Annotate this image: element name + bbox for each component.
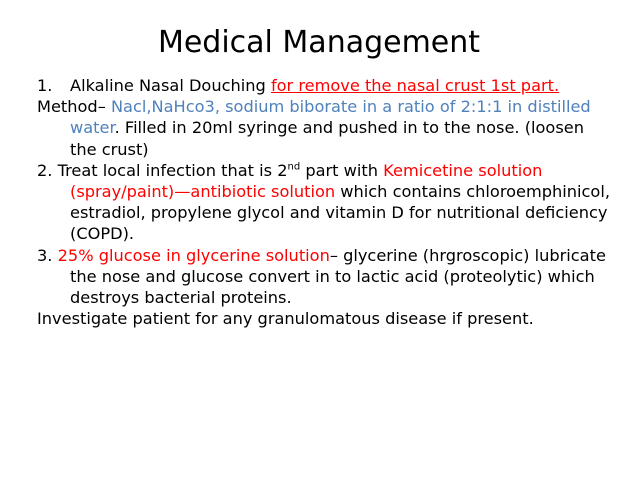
method-paragraph (37, 96, 612, 160)
item-3-rest: – glycerine (hrgroscopic) lubricate the nose and glucose convert in to lactic acid (proteolytic) which destroys bacterial proteins. (70, 245, 606, 308)
item-1-number: 1. (37, 76, 53, 95)
item-2-text-after: part with (300, 160, 384, 180)
item-1-highlight: for remove the nasal crust 1st part. (270, 76, 560, 95)
item-3-highlight: 25% glucose in glycerine solution (57, 245, 330, 265)
item-2-rest: which contains chloroemphinicol, estradiol, propylene glycol and vitamin D for nutritional deficiency (COPD). (70, 182, 610, 244)
item-2 (37, 160, 612, 245)
closing-line: Investigate patient for any granulomatous disease if present. (37, 309, 534, 329)
method-rest: . Filled in 20ml syringe and pushed in to the nose. (loosen the crust) (70, 118, 584, 159)
item-1-text: Alkaline Nasal Douching (70, 76, 271, 95)
item-3 (37, 245, 612, 309)
item-1 (37, 75, 612, 96)
slide-title: Medical Management (157, 25, 481, 60)
item-2-superscript: nd (287, 161, 301, 173)
item-2-highlight: Kemicetine solution (spray/paint)—antibiotic solution (70, 160, 543, 202)
slide-body (37, 75, 612, 329)
item-3-prefix: 3. (37, 245, 58, 265)
item-2-text-before: 2. Treat local infection that is 2 (37, 160, 288, 180)
method-label: Method– (37, 97, 111, 117)
method-highlight: Nacl,NaHco3, sodium biborate in a ratio of 2:1:1 in distilled water (70, 97, 591, 138)
